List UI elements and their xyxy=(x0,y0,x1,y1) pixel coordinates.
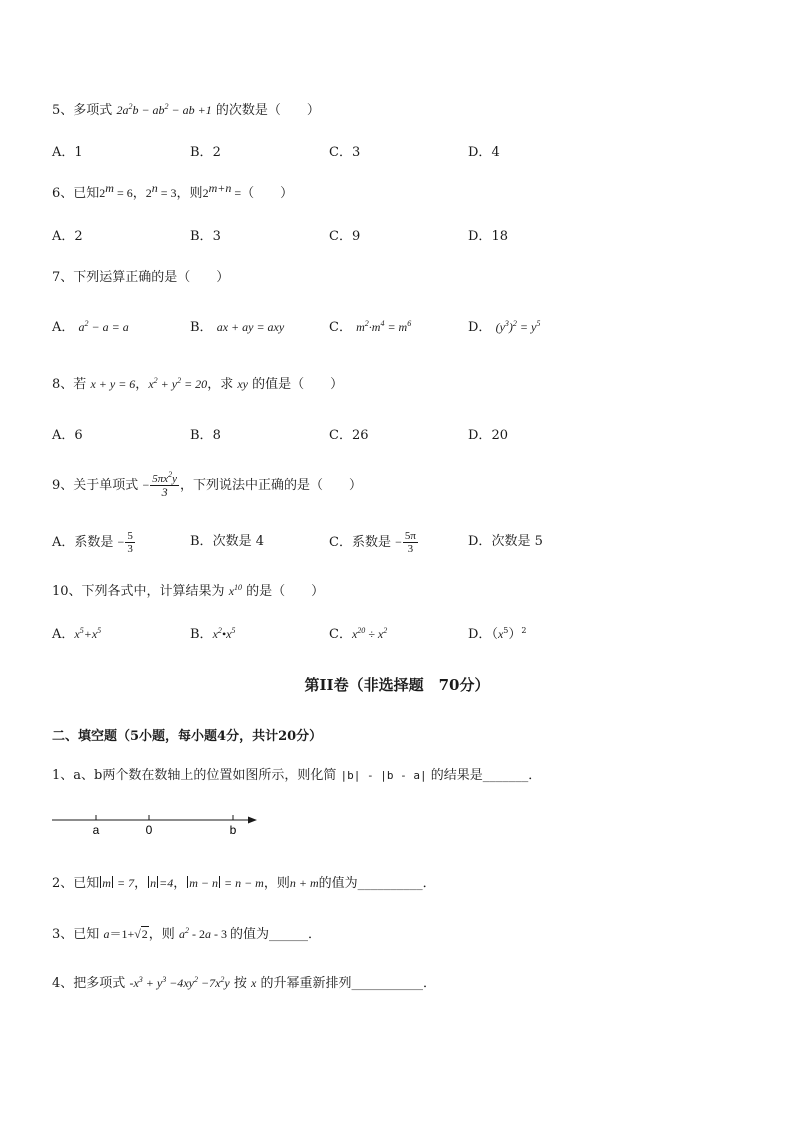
question-stem: 把多项式 xyxy=(73,976,126,991)
option-a[interactable]: A．系数是 − $\frac{5}{3}$ xyxy=(52,530,133,555)
arrow-icon xyxy=(248,817,257,824)
option-d[interactable]: D．次数是 5 xyxy=(468,534,543,549)
question-number: 8、 xyxy=(52,377,74,392)
question-number: 3、 xyxy=(52,927,74,942)
fill-question-4: 4、把多项式 $-x^3 + y^3 -4xy^2 -7x^2y$ 按 x 的升幂重新排列___________． xyxy=(52,975,437,991)
option-b[interactable]: B．次数是 4 xyxy=(190,534,264,549)
question-stem: 若 xyxy=(73,377,87,392)
question-9: 9、关于单项式 − $\frac{5\pi x^2y}{3}$ ，下列说法中正确的是（ ） xyxy=(52,470,363,499)
question-number: 6、 xyxy=(52,186,74,201)
question-stem: 下列运算正确的是（ ） xyxy=(73,270,230,285)
option-d[interactable]: D．4 xyxy=(468,145,500,160)
option-d[interactable]: D．18 xyxy=(468,229,508,244)
number-line xyxy=(50,808,265,838)
option-b[interactable]: B．$x^2•x^5$ xyxy=(190,626,236,642)
option-d[interactable]: D． $(y^3)^2 = y^5$ xyxy=(468,319,541,335)
option-c[interactable]: C．系数是 − $\frac{5\pi}{3}$ xyxy=(329,530,416,555)
question-number: 10、 xyxy=(52,584,82,599)
question-stem: 多项式 xyxy=(73,103,113,118)
fill-question-1: 1、a、b两个数在数轴上的位置如图所示，则化简 |b| - |b - a| 的结果是_______． xyxy=(52,768,542,783)
label-a: a xyxy=(92,823,100,837)
label-b: b xyxy=(229,823,237,837)
section-title: 二、填空题（5小题，每小题4分，共计20分） xyxy=(52,729,323,744)
option-a[interactable]: A． $a^2 - a = a$ xyxy=(52,319,129,335)
question-stem: 关于单项式 xyxy=(73,478,139,493)
question-10: 10、下列各式中，计算结果为 $x^{10}$ 的是（ ） xyxy=(52,583,325,599)
option-c[interactable]: C． $m^2\cdot m^4 = m^6$ xyxy=(329,319,412,335)
question-number: 9、 xyxy=(52,478,74,493)
fill-question-3: 3、已知 a＝1+√2，则 $a^2 - 2a - 3$ 的值为______． xyxy=(52,926,321,942)
option-b[interactable]: B．2 xyxy=(190,145,221,160)
question-stem: 已知 xyxy=(73,927,100,942)
math-expression: $2a^2b - ab^2$ − ab +1 xyxy=(116,102,212,117)
question-stem: 下列各式中，计算结果为 xyxy=(81,584,225,599)
question-stem: 已知 xyxy=(73,876,100,891)
math-expression: $2^m = 6$ xyxy=(99,181,133,200)
question-6: 6、已知$2^m = 6$，$2^n = 3$，则$2^{m+n}$ =（ ） xyxy=(52,181,294,201)
question-5 xyxy=(52,101,320,120)
option-a[interactable]: A．1 xyxy=(52,145,83,160)
question-number: 7、 xyxy=(52,270,74,285)
math-expression: $2^n = 3$ xyxy=(145,181,177,200)
option-d[interactable]: D．20 xyxy=(468,428,508,443)
option-b[interactable]: B． ax + ay = axy xyxy=(190,320,285,335)
fraction: $\frac{5\pi x^2y}{3}$ xyxy=(152,470,178,499)
option-c[interactable]: C．9 xyxy=(329,229,361,244)
option-c[interactable]: C．26 xyxy=(329,428,369,443)
question-number: 4、 xyxy=(52,976,74,991)
label-0: 0 xyxy=(145,823,153,837)
question-number: 2、 xyxy=(52,876,74,891)
option-c[interactable]: C．$x^{20} \div x^2$ xyxy=(329,626,388,642)
question-stem: 的次数是（ ） xyxy=(215,103,320,118)
option-a[interactable]: A．$x^5+x^5$ xyxy=(52,626,102,642)
math-expression: $2^{m+n}$ = xyxy=(202,181,242,200)
option-d[interactable]: D．$(x^5)^2$ xyxy=(468,626,527,642)
option-c[interactable]: C．3 xyxy=(329,145,361,160)
fill-question-2: 2、已知 m = 7， n =4， m − n = n − m，则n + m的值为__________． xyxy=(52,876,436,891)
option-a[interactable]: A．6 xyxy=(52,428,83,443)
question-stem: a、b两个数在数轴上的位置如图所示，则化简 xyxy=(73,768,337,783)
option-a[interactable]: A．2 xyxy=(52,229,83,244)
option-b[interactable]: B．3 xyxy=(190,229,221,244)
part-title: 第II卷（非选择题 70分） xyxy=(304,676,490,694)
math-expression: |b| - |b - a| xyxy=(340,769,427,782)
option-b[interactable]: B．8 xyxy=(190,428,221,443)
question-stem: 已知 xyxy=(73,186,100,201)
question-8: 8、若 x + y = 6，$x^2 + y^2 = 20$，求 xy 的值是（ ） xyxy=(52,376,344,392)
question-number: 1、 xyxy=(52,768,74,783)
question-number: 5、 xyxy=(52,103,74,118)
question-7 xyxy=(52,269,229,287)
